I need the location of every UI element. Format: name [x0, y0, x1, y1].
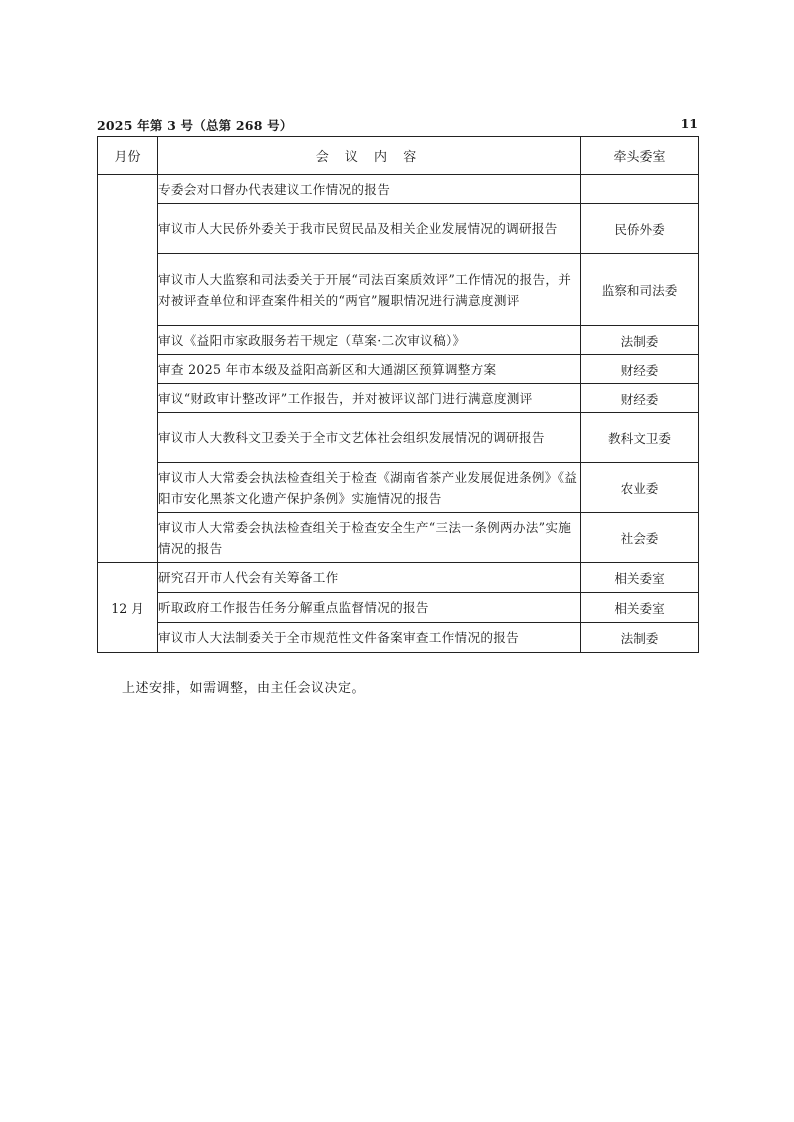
meeting-content: 审议市人大民侨外委关于我市民贸民品及相关企业发展情况的调研报告	[158, 204, 581, 254]
lead-committee: 教科文卫委	[581, 413, 699, 463]
lead-committee: 社会委	[581, 513, 699, 563]
meeting-content: 听取政府工作报告任务分解重点监督情况的报告	[158, 593, 581, 623]
table-row	[98, 204, 699, 254]
meeting-content: 专委会对口督办代表建议工作情况的报告	[158, 175, 581, 204]
table-header-row	[98, 137, 699, 175]
page-header	[97, 116, 698, 134]
meeting-schedule-table	[97, 136, 699, 653]
lead-committee	[581, 175, 699, 204]
lead-committee: 农业委	[581, 463, 699, 513]
table-row	[98, 593, 699, 623]
footer-note: 上述安排，如需调整，由主任会议决定。	[122, 681, 366, 696]
table-row	[98, 326, 699, 355]
lead-committee: 民侨外委	[581, 204, 699, 254]
meeting-content: 审议市人大法制委关于全市规范性文件备案审查工作情况的报告	[158, 623, 581, 653]
table-row	[98, 623, 699, 653]
meeting-content: 审议市人大常委会执法检查组关于检查安全生产“三法一条例两办法”实施情况的报告	[158, 513, 581, 563]
table-row	[98, 513, 699, 563]
meeting-content: 审议市人大教科文卫委关于全市文艺体社会组织发展情况的调研报告	[158, 413, 581, 463]
table-row	[98, 413, 699, 463]
meeting-content: 审议市人大监察和司法委关于开展“司法百案质效评”工作情况的报告，并对被评查单位和评查案件相关的“两官”履职情况进行满意度测评	[158, 254, 581, 326]
meeting-content: 审查 2025 年市本级及益阳高新区和大通湖区预算调整方案	[158, 355, 581, 384]
month-cell-december: 12 月	[98, 563, 158, 653]
lead-committee: 财经委	[581, 384, 699, 413]
table-row	[98, 384, 699, 413]
table-row	[98, 254, 699, 326]
table-row	[98, 175, 699, 204]
column-header-month: 月份	[98, 137, 158, 175]
lead-committee: 监察和司法委	[581, 254, 699, 326]
meeting-content: 研究召开市人代会有关筹备工作	[158, 563, 581, 593]
issue-label: 2025 年第 3 号（总第 268 号）	[97, 118, 293, 133]
lead-committee: 法制委	[581, 326, 699, 355]
table-row	[98, 355, 699, 384]
lead-committee: 相关委室	[581, 593, 699, 623]
meeting-content: 审议“财政审计整改评”工作报告，并对被评议部门进行满意度测评	[158, 384, 581, 413]
meeting-content: 审议《益阳市家政服务若干规定（草案·二次审议稿）》	[158, 326, 581, 355]
column-header-committee: 牵头委室	[581, 137, 699, 175]
table-row	[98, 563, 699, 593]
lead-committee: 财经委	[581, 355, 699, 384]
page-number: 11	[680, 116, 698, 131]
table-row	[98, 463, 699, 513]
meeting-content: 审议市人大常委会执法检查组关于检查《湖南省茶产业发展促进条例》《益阳市安化黑茶文化遗产保护条例》实施情况的报告	[158, 463, 581, 513]
column-header-content: 会 议 内 容	[158, 137, 581, 175]
month-cell-continued	[98, 175, 158, 563]
lead-committee: 相关委室	[581, 563, 699, 593]
lead-committee: 法制委	[581, 623, 699, 653]
